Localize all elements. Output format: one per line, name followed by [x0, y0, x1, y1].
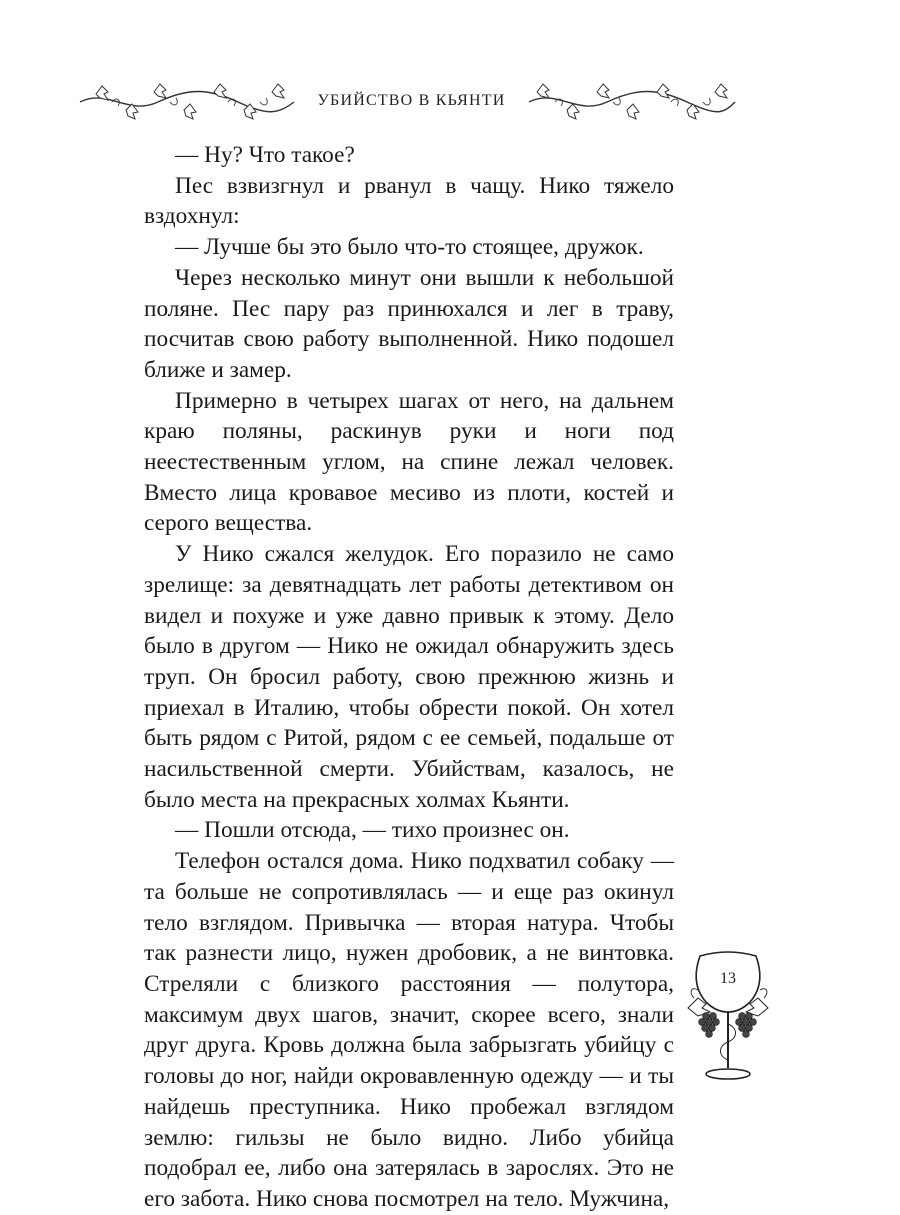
paragraph: Примерно в четырех шагах от него, на дальнем краю поляны, раскинув руки и ноги под неестественным углом, на спине лежал человек. Вместо лица кровавое месиво из плоти, костей и серого вещества. — [144, 387, 674, 537]
wine-glass-icon — [684, 944, 784, 1094]
vine-ornament-left — [78, 80, 296, 124]
vine-ornament-right — [527, 80, 737, 124]
paragraph: — Ну? Что такое? — [175, 142, 355, 168]
paragraph: — Пошли отсюда, — тихо произнес он. — [175, 817, 570, 844]
page-number: 13 — [720, 970, 736, 987]
body-text — [144, 140, 674, 1215]
paragraph: Через несколько минут они вышли к небольшой поляне. Пес пару раз принюхался и лег в траву, посчитав свою работу выполненной. Нико подошел ближе и замер. — [144, 264, 674, 383]
page-number-ornament — [684, 944, 784, 1094]
paragraph: Пес взвизгнул и рванул в чащу. Нико тяжело вздохнул: — [144, 172, 674, 230]
page-header — [0, 80, 900, 124]
paragraph: — Лучше бы это было что-то стоящее, дружок. — [175, 234, 644, 261]
paragraph: Телефон остался дома. Нико подхватил собаку — та больше не сопротивлялась — и еще раз окинул тело взглядом. Привычка — вторая натура. Чтобы так разнести лицо, нужен дробовик, а не винтовка. Стреляли с близкого расстояния — полутора, максимум двух шагов, значит, скорее всего, знали друг друга. Кровь должна была забрызгать убийцу с головы до ног, найди окровавленную одежду — и ты найдешь преступника. Нико пробежал взглядом землю: гильзы не было видно. Либо убийца подобрал ее, либо она затерялась в зарослях. Это не его забота. Нико снова посмотрел на тело. Мужчина, — [144, 848, 674, 1212]
running-title: УБИЙСТВО В КЬЯНТИ — [317, 92, 506, 109]
paragraph: У Нико сжался желудок. Его поразило не само зрелище: за девятнадцать лет работы детективом он видел и похуже и уже давно привык к этому. Дело было в другом — Нико не ожидал обнаружить здесь труп. Он бросил работу, свою прежнюю жизнь и приехал в Италию, чтобы обрести покой. Он хотел быть рядом с Ритой, рядом с ее семьей, подальше от насильственной смерти. Убийствам, казалось, не было места на прекрасных холмах Кьянти. — [144, 541, 674, 813]
